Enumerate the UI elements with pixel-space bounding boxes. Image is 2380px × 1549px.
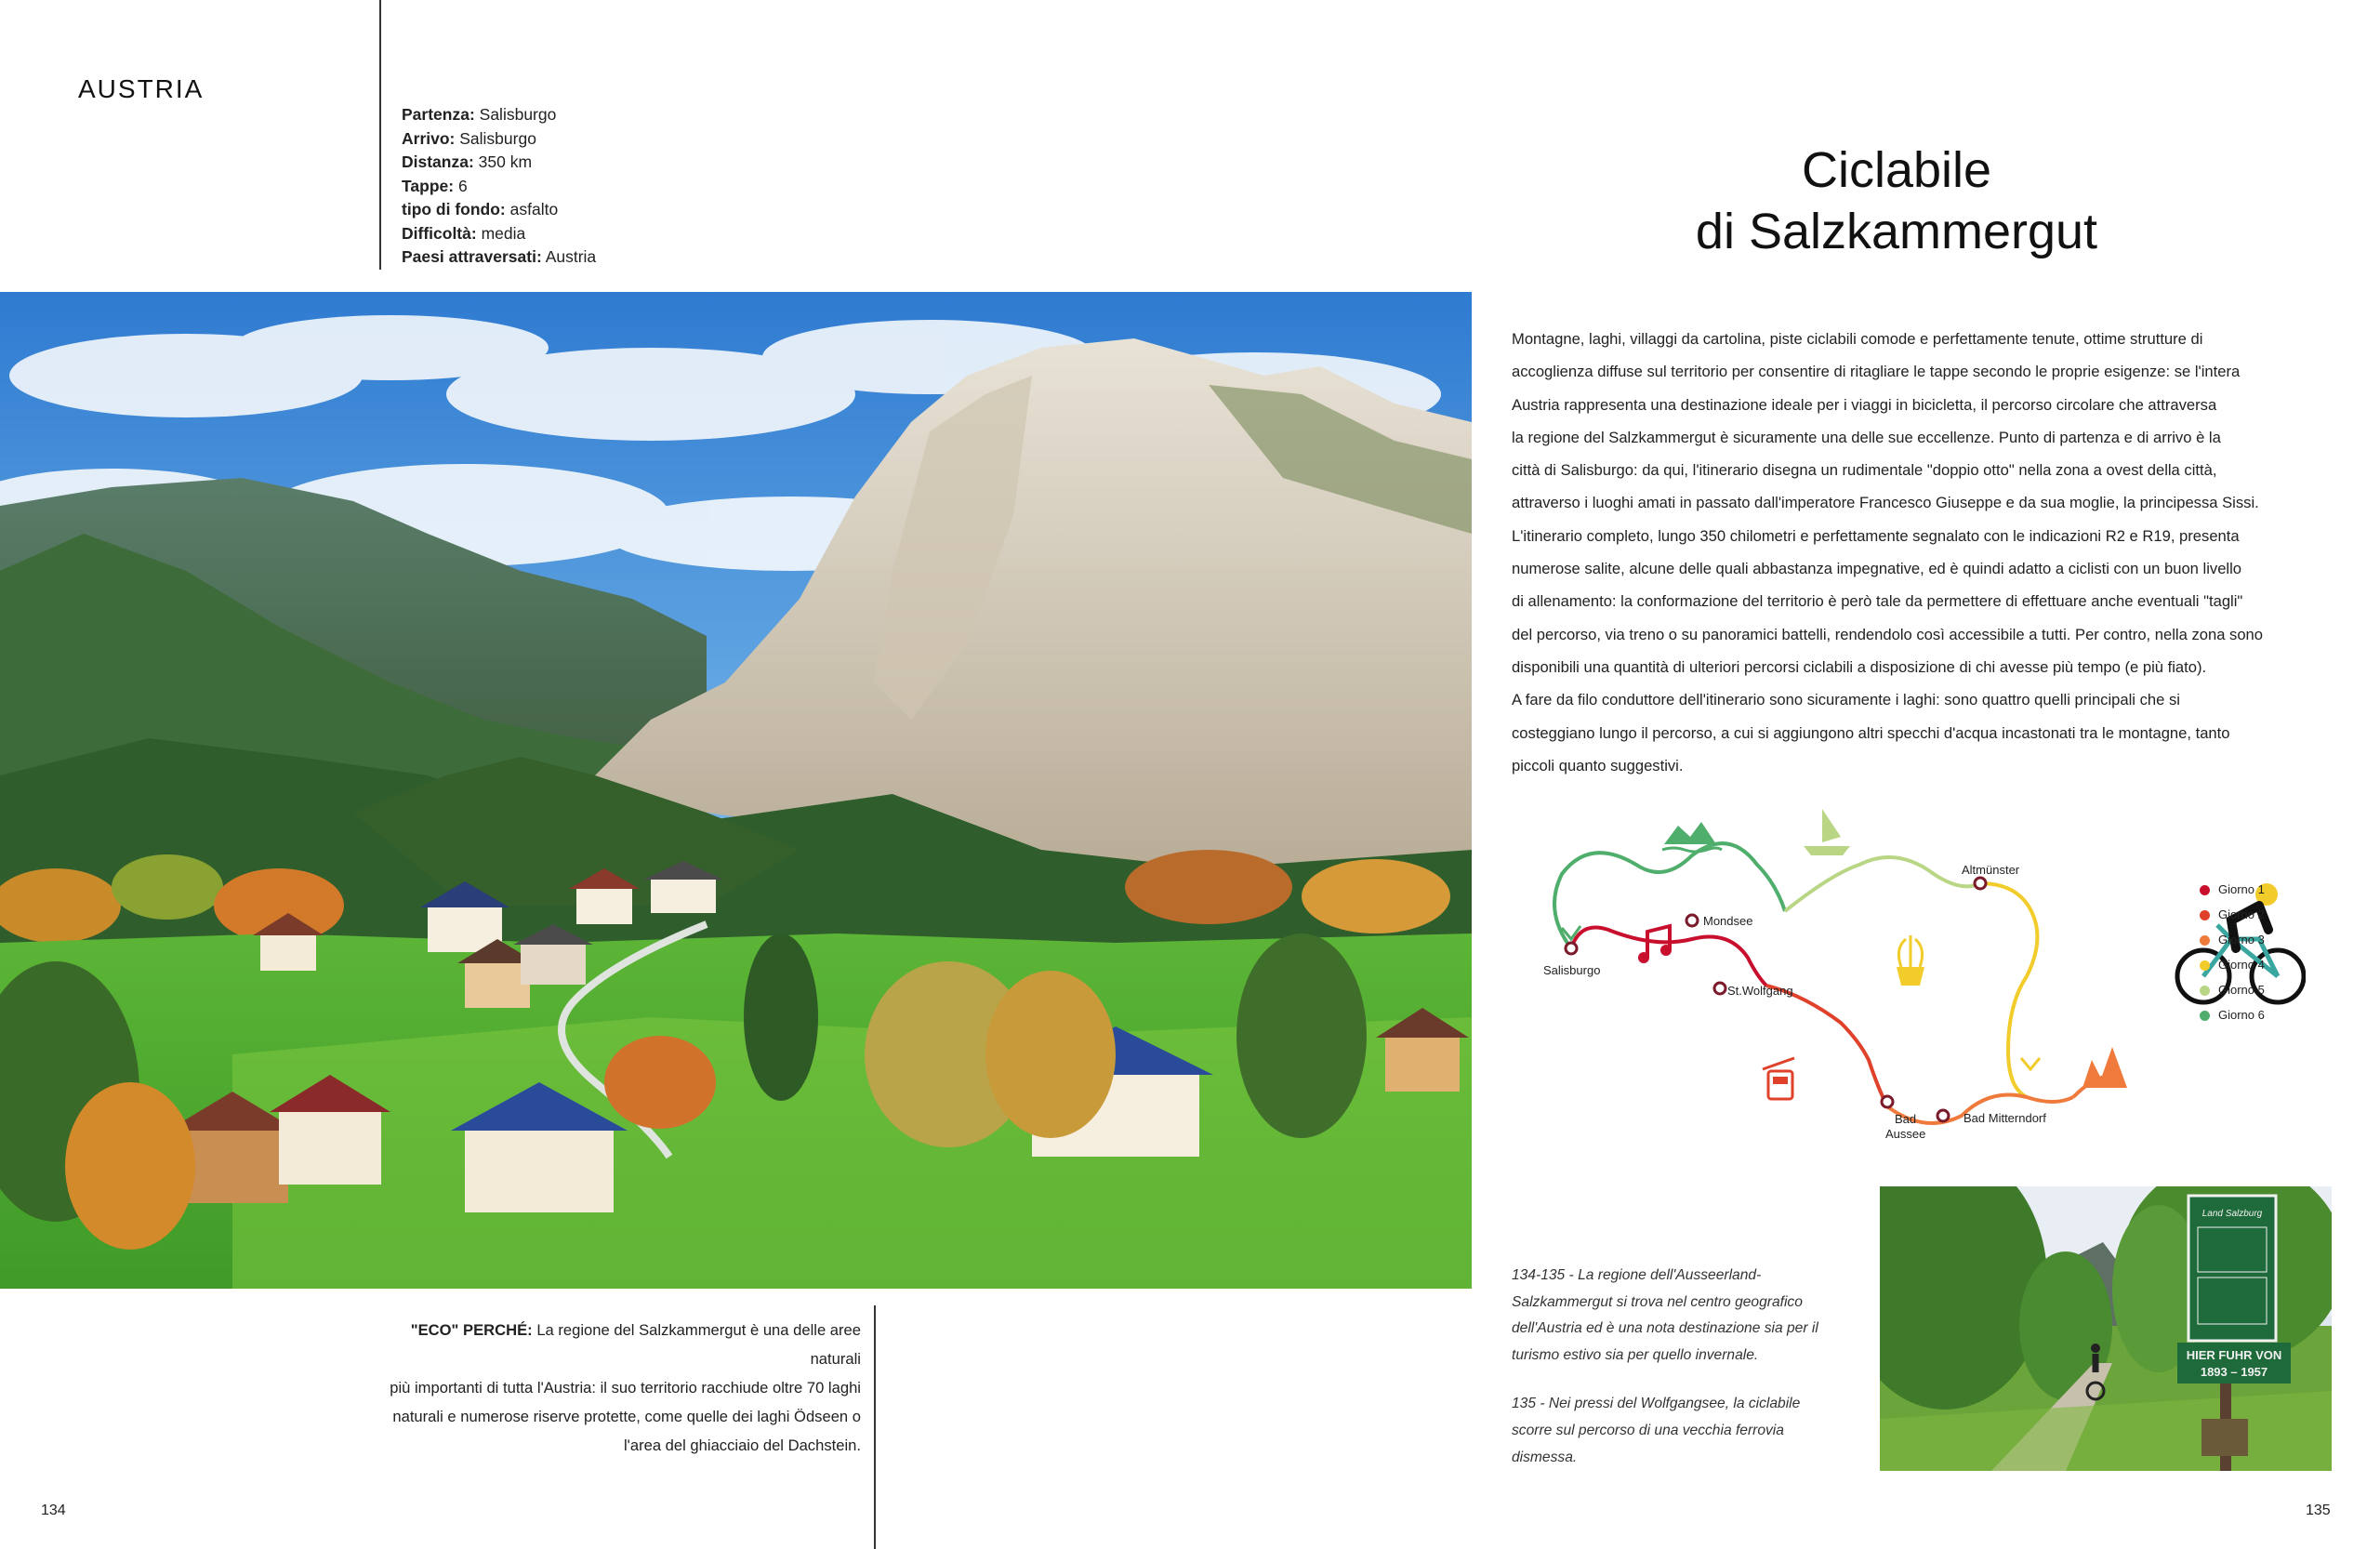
landscape-photo <box>0 292 1472 1289</box>
legend-day-4: Giorno 4 <box>2218 958 2265 972</box>
lake-icon <box>1662 822 1722 852</box>
header-divider <box>379 0 381 270</box>
music-icon <box>1638 926 1672 963</box>
fact-difficulty: Difficoltà: media <box>402 223 526 243</box>
place-mondsee: Mondsee <box>1703 914 1753 928</box>
cycle-path-photo <box>1880 1186 2332 1471</box>
legend-day-3: Giorno 3 <box>2218 933 2265 947</box>
legend-day-1: Giorno 1 <box>2218 882 2265 896</box>
fountain-icon <box>1897 935 1924 986</box>
article-body: Montagne, laghi, villaggi da cartolina, piste ciclabili comode e perfettamente tenute, ottime strutture di accoglienza diffuse sul territorio per consentire di ritagliare le tappe secondo le proprie esigenze: se l'intera Austria rappresenta una destinazione ideale per i viaggi in bicicletta, il percorso circolare che attraversa la regione del Salzkammergut è sicuramente una delle sue eccellenze. Punto di partenza e di arrivo è la città di Salisburgo: da qui, l'itinerario disegna un rudimentale "doppio otto" nella zona a ovest della città, attraverso i luoghi amati in passato dall'imperatore Francesco Giuseppe e da sua moglie, la principessa Sissi. L'itinerario completo, lungo 350 chilometri e perfettamente segnalato con le indicazioni R2 e R19, presenta numerose salite, alcune delle quali abbastanza impegnative, ed è quindi adatto a ciclisti con un buon livello di allenamento: la conformazione del territorio è però tale da permettere di effettuare anche eventuali "tagli" del percorso, via treno o su panoramici battelli, rendendolo così accessibile a tutti. Per contro, nella zona sono disponibili una quantità di ulteriori percorsi ciclabili a disposizione di chi avesse più tempo (e più fiato). A fare da filo conduttore dell'itinerario sono sicuramente i laghi: sono quattro quelli principali che si costeggiano lungo il percorso, a cui si aggiungono altri specchi d'acqua incastonati tra le montagne, tanto piccoli quanto suggestivi. <box>1512 330 2264 774</box>
sign-line-1: HIER FUHR VON <box>2186 1348 2282 1362</box>
eco-box: "ECO" PERCHÉ: La regione del Salzkammergut è una delle aree naturali più importanti di tutta l'Austria: il suo territorio racchiude oltre 70 laghi naturali e numerose riserve protette, come quelle dei laghi Ödseen o l'area del ghiacciaio del Dachstein. <box>390 1321 861 1454</box>
fact-countries: Paesi attraversati: Austria <box>402 247 597 266</box>
eco-label: "ECO" PERCHÉ: <box>410 1321 533 1339</box>
page-number-left: 134 <box>41 1503 66 1518</box>
article-title: Ciclabile di Salzkammergut <box>1695 142 2098 259</box>
cable-car-icon <box>1763 1058 1794 1099</box>
fact-end: Arrivo: Salisburgo <box>402 128 536 148</box>
place-salisburgo: Salisburgo <box>1543 963 1601 977</box>
sailboat-icon <box>1804 809 1850 855</box>
fact-start: Partenza: Salisburgo <box>402 105 557 124</box>
legend-day-6: Giorno 6 <box>2218 1008 2265 1022</box>
mountains-icon <box>2082 1047 2127 1088</box>
route-map <box>1525 809 2306 1144</box>
route-facts <box>402 103 596 270</box>
place-altmunster: Altmünster <box>1962 863 2020 877</box>
place-bad: Bad <box>1895 1112 1917 1126</box>
photo-caption: 134-135 - La regione dell'Ausseerland- Salzkammergut si trova nel centro geografico dell'Austria ed è una nota destinazione sia per il turismo estivo sia per quello invernale. 135 - Nei pressi del Wolfgangsee, la ciclabile scorre sul percorso di una vecchia ferrovia dismessa. <box>1512 1267 1818 1465</box>
fact-distance: Distanza: 350 km <box>402 152 533 171</box>
place-aussee: Aussee <box>1885 1127 1926 1141</box>
legend-day-2: Giorno 2 <box>2218 907 2265 921</box>
country-label: AUSTRIA <box>78 74 205 103</box>
sign-brand: Land Salzburg <box>2202 1209 2263 1219</box>
fact-surface: tipo di fondo: asfalto <box>402 200 559 218</box>
fact-stages: Tappe: 6 <box>402 176 468 195</box>
place-bad-mitterndorf: Bad Mitterndorf <box>1964 1111 2046 1125</box>
eco-divider <box>874 1305 876 1549</box>
page-number-right: 135 <box>2306 1503 2331 1518</box>
legend-day-5: Giorno 5 <box>2218 983 2265 997</box>
sign-line-2: 1893 – 1957 <box>2200 1365 2268 1379</box>
place-stwolfgang: St.Wolfgang <box>1727 984 1793 998</box>
